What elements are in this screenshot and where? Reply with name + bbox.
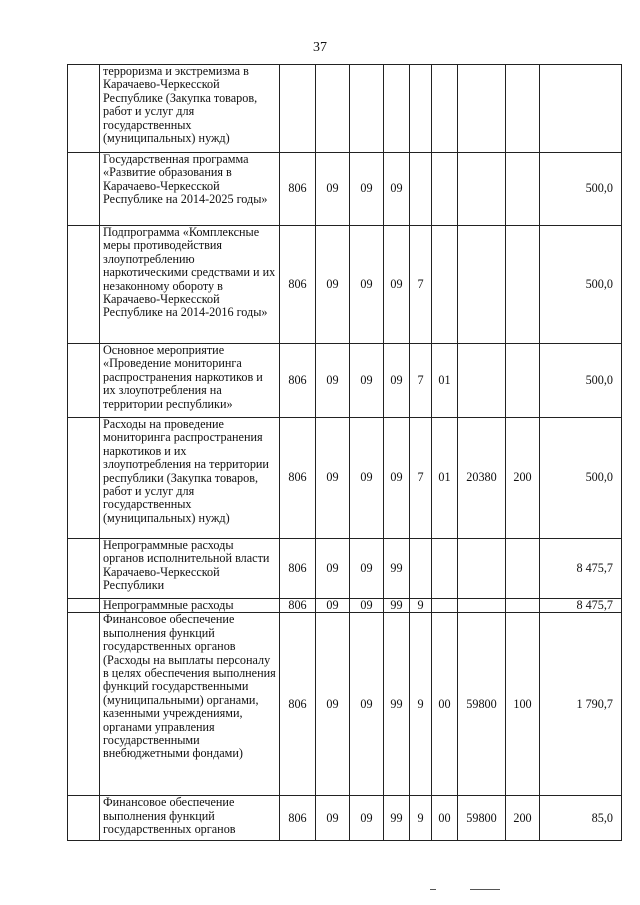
event-code-cell: 01 xyxy=(432,418,458,539)
expense-type-cell xyxy=(506,226,540,344)
program-code-cell xyxy=(384,65,410,153)
item-name: Основное мероприятие «Проведение мониторинга распространения наркотиков и их злоупотребления на территории республики» xyxy=(100,344,280,418)
table-row xyxy=(68,599,622,613)
number-cell xyxy=(68,65,100,153)
budget-table xyxy=(67,64,622,841)
subprogram-code-cell xyxy=(410,539,432,599)
section-code-cell: 09 xyxy=(316,599,350,613)
subsection-code-cell: 09 xyxy=(350,418,384,539)
amount-cell: 8 475,7 xyxy=(540,599,622,613)
expense-type-cell xyxy=(506,599,540,613)
subprogram-code-cell: 9 xyxy=(410,599,432,613)
direction-code-cell: 59800 xyxy=(458,613,506,796)
subsection-code-cell: 09 xyxy=(350,599,384,613)
ved-code-cell xyxy=(280,65,316,153)
number-cell xyxy=(68,796,100,841)
event-code-cell xyxy=(432,226,458,344)
program-code-cell: 99 xyxy=(384,613,410,796)
program-code-cell: 09 xyxy=(384,153,410,226)
subsection-code-cell: 09 xyxy=(350,226,384,344)
direction-code-cell xyxy=(458,153,506,226)
subsection-code-cell xyxy=(350,65,384,153)
item-name: Непрограммные расходы xyxy=(100,599,280,613)
subprogram-code-cell xyxy=(410,65,432,153)
item-name: Финансовое обеспечение выполнения функций государственных органов xyxy=(100,796,280,841)
subprogram-code-cell xyxy=(410,153,432,226)
expense-type-cell xyxy=(506,153,540,226)
number-cell xyxy=(68,539,100,599)
section-code-cell: 09 xyxy=(316,418,350,539)
direction-code-cell xyxy=(458,65,506,153)
event-code-cell xyxy=(432,599,458,613)
item-name: Подпрограмма «Комплексные меры противодействия злоупотреблению наркотическими средствами и их незаконному обороту в Карачаево-Черкесской Республике на 2014-2016 годы» xyxy=(100,226,280,344)
ved-code-cell: 806 xyxy=(280,418,316,539)
amount-cell: 8 475,7 xyxy=(540,539,622,599)
program-code-cell: 99 xyxy=(384,539,410,599)
event-code-cell: 01 xyxy=(432,344,458,418)
subsection-code-cell: 09 xyxy=(350,539,384,599)
direction-code-cell xyxy=(458,344,506,418)
item-name: Непрограммные расходы органов исполнительной власти Карачаево-Черкесской Республики xyxy=(100,539,280,599)
section-code-cell: 09 xyxy=(316,796,350,841)
table-row xyxy=(68,539,622,599)
number-cell xyxy=(68,418,100,539)
direction-code-cell xyxy=(458,539,506,599)
footer-dash xyxy=(470,889,500,890)
subprogram-code-cell: 9 xyxy=(410,796,432,841)
table-row xyxy=(68,65,622,153)
amount-cell: 85,0 xyxy=(540,796,622,841)
direction-code-cell: 20380 xyxy=(458,418,506,539)
footer-dash xyxy=(430,889,436,890)
number-cell xyxy=(68,344,100,418)
program-code-cell: 99 xyxy=(384,796,410,841)
ved-code-cell: 806 xyxy=(280,599,316,613)
table-row xyxy=(68,418,622,539)
subprogram-code-cell: 9 xyxy=(410,613,432,796)
table-row xyxy=(68,613,622,796)
program-code-cell: 09 xyxy=(384,418,410,539)
expense-type-cell: 200 xyxy=(506,796,540,841)
event-code-cell xyxy=(432,539,458,599)
direction-code-cell xyxy=(458,599,506,613)
section-code-cell: 09 xyxy=(316,344,350,418)
number-cell xyxy=(68,613,100,796)
section-code-cell: 09 xyxy=(316,613,350,796)
item-name: Государственная программа «Развитие образования в Карачаево-Черкесской Республике на 2014-2025 годы» xyxy=(100,153,280,226)
subsection-code-cell: 09 xyxy=(350,344,384,418)
amount-cell: 500,0 xyxy=(540,344,622,418)
amount-cell xyxy=(540,65,622,153)
ved-code-cell: 806 xyxy=(280,344,316,418)
event-code-cell xyxy=(432,65,458,153)
program-code-cell: 09 xyxy=(384,344,410,418)
subsection-code-cell: 09 xyxy=(350,796,384,841)
ved-code-cell: 806 xyxy=(280,226,316,344)
table-row xyxy=(68,796,622,841)
ved-code-cell: 806 xyxy=(280,153,316,226)
number-cell xyxy=(68,599,100,613)
page-number: 37 xyxy=(313,40,327,55)
section-code-cell xyxy=(316,65,350,153)
subsection-code-cell: 09 xyxy=(350,613,384,796)
expense-type-cell: 200 xyxy=(506,418,540,539)
amount-cell: 1 790,7 xyxy=(540,613,622,796)
amount-cell: 500,0 xyxy=(540,418,622,539)
subprogram-code-cell: 7 xyxy=(410,226,432,344)
amount-cell: 500,0 xyxy=(540,153,622,226)
program-code-cell: 99 xyxy=(384,599,410,613)
section-code-cell: 09 xyxy=(316,226,350,344)
expense-type-cell: 100 xyxy=(506,613,540,796)
ved-code-cell: 806 xyxy=(280,613,316,796)
item-name: терроризма и экстремизма в Карачаево-Черкесской Республике (Закупка товаров, работ и услуг для государственных (муниципальных) нужд) xyxy=(100,65,280,153)
direction-code-cell xyxy=(458,226,506,344)
section-code-cell: 09 xyxy=(316,539,350,599)
subsection-code-cell: 09 xyxy=(350,153,384,226)
subprogram-code-cell: 7 xyxy=(410,344,432,418)
expense-type-cell xyxy=(506,344,540,418)
event-code-cell xyxy=(432,153,458,226)
event-code-cell: 00 xyxy=(432,796,458,841)
expense-type-cell xyxy=(506,65,540,153)
ved-code-cell: 806 xyxy=(280,539,316,599)
direction-code-cell: 59800 xyxy=(458,796,506,841)
item-name: Расходы на проведение мониторинга распространения наркотиков и их злоупотребления на территории республики (Закупка товаров, работ и услуг для государственных (муниципальных) нужд) xyxy=(100,418,280,539)
table-row xyxy=(68,344,622,418)
number-cell xyxy=(68,226,100,344)
section-code-cell: 09 xyxy=(316,153,350,226)
subprogram-code-cell: 7 xyxy=(410,418,432,539)
program-code-cell: 09 xyxy=(384,226,410,344)
number-cell xyxy=(68,153,100,226)
expense-type-cell xyxy=(506,539,540,599)
item-name: Финансовое обеспечение выполнения функций государственных органов (Расходы на выплаты персоналу в целях обеспечения выполнения функций государственными (муниципальными) органами, казенными учреждениями, органами управления государственными внебюджетными фондами) xyxy=(100,613,280,796)
event-code-cell: 00 xyxy=(432,613,458,796)
table-row xyxy=(68,153,622,226)
ved-code-cell: 806 xyxy=(280,796,316,841)
amount-cell: 500,0 xyxy=(540,226,622,344)
table-row xyxy=(68,226,622,344)
